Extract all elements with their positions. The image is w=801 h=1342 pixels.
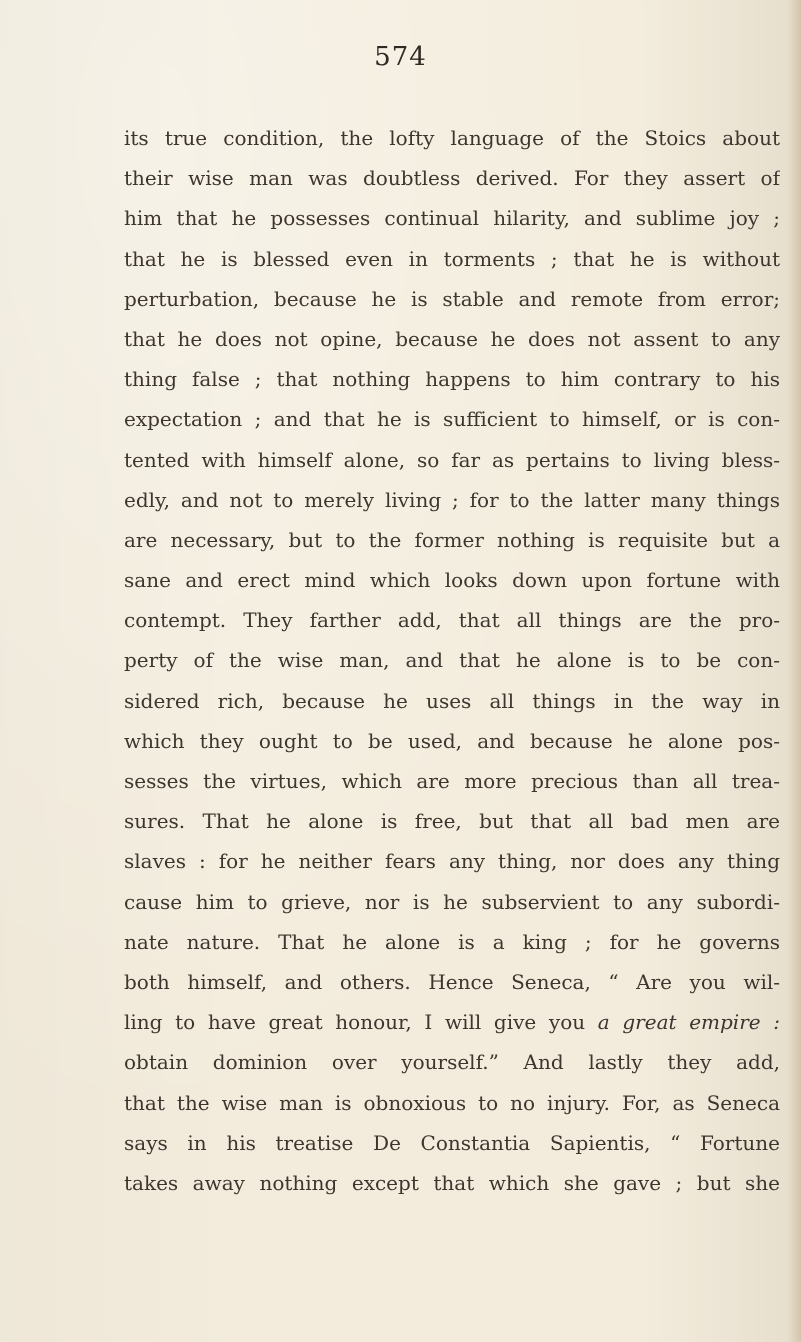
text-line: thing false ; that nothing happens to him contrary to his bbox=[124, 367, 780, 392]
italic-phrase: a great empire : bbox=[597, 1010, 780, 1035]
text-line: both himself, and others. Hence Seneca, “ Are you wil- bbox=[124, 969, 780, 994]
text-line: expectation ; and that he is sufficient to himself, or is con- bbox=[124, 407, 780, 432]
text-line: tented with himself alone, so far as pertains to living bless- bbox=[124, 447, 780, 472]
text-line: sures. That he alone is free, but that all bad men are bbox=[124, 809, 780, 834]
text-line: sane and erect mind which looks down upon fortune with bbox=[124, 568, 780, 593]
text-line: him that he possesses continual hilarity, and sublime joy ; bbox=[124, 206, 780, 231]
text-line: cause him to grieve, nor is he subservient to any subordi- bbox=[124, 889, 780, 914]
text-line: perty of the wise man, and that he alone is to be con- bbox=[124, 648, 780, 673]
text-line: its true condition, the lofty language of the Stoics about bbox=[124, 126, 780, 150]
page-edge-shadow bbox=[787, 0, 801, 1342]
text-line: edly, and not to merely living ; for to the latter many things bbox=[124, 487, 780, 512]
text-line: that he does not opine, because he does not assent to any bbox=[124, 326, 780, 351]
text-run: ling to have great honour, I will give you bbox=[124, 1010, 598, 1035]
text-line: perturbation, because he is stable and remote from error; bbox=[124, 286, 780, 311]
text-line: that the wise man is obnoxious to no injury. For, as Seneca bbox=[124, 1090, 780, 1115]
text-line: contempt. They farther add, that all things are the pro- bbox=[124, 608, 780, 633]
text-line: their wise man was doubtless derived. For they assert of bbox=[124, 166, 780, 191]
page-number: 574 bbox=[374, 42, 427, 72]
text-line: that he is blessed even in torments ; that he is without bbox=[124, 246, 780, 271]
text-line: says in his treatise De Constantia Sapientis, “ Fortune bbox=[124, 1130, 780, 1155]
text-line: nate nature. That he alone is a king ; for he governs bbox=[124, 929, 780, 954]
text-line: are necessary, but to the former nothing is requisite but a bbox=[124, 527, 780, 552]
text-line: sidered rich, because he uses all things in the way in bbox=[124, 688, 780, 713]
text-line: which they ought to be used, and because he alone pos- bbox=[124, 728, 780, 753]
text-line: obtain dominion over yourself.” And lastly they add, bbox=[124, 1050, 780, 1075]
text-line-with-italic bbox=[124, 1002, 780, 1042]
text-line: sesses the virtues, which are more precious than all trea- bbox=[124, 769, 780, 793]
text-line: slaves : for he neither fears any thing, nor does any thing bbox=[124, 849, 780, 874]
text-line: takes away nothing except that which she gave ; but she bbox=[124, 1170, 780, 1195]
body-text bbox=[124, 118, 780, 1203]
